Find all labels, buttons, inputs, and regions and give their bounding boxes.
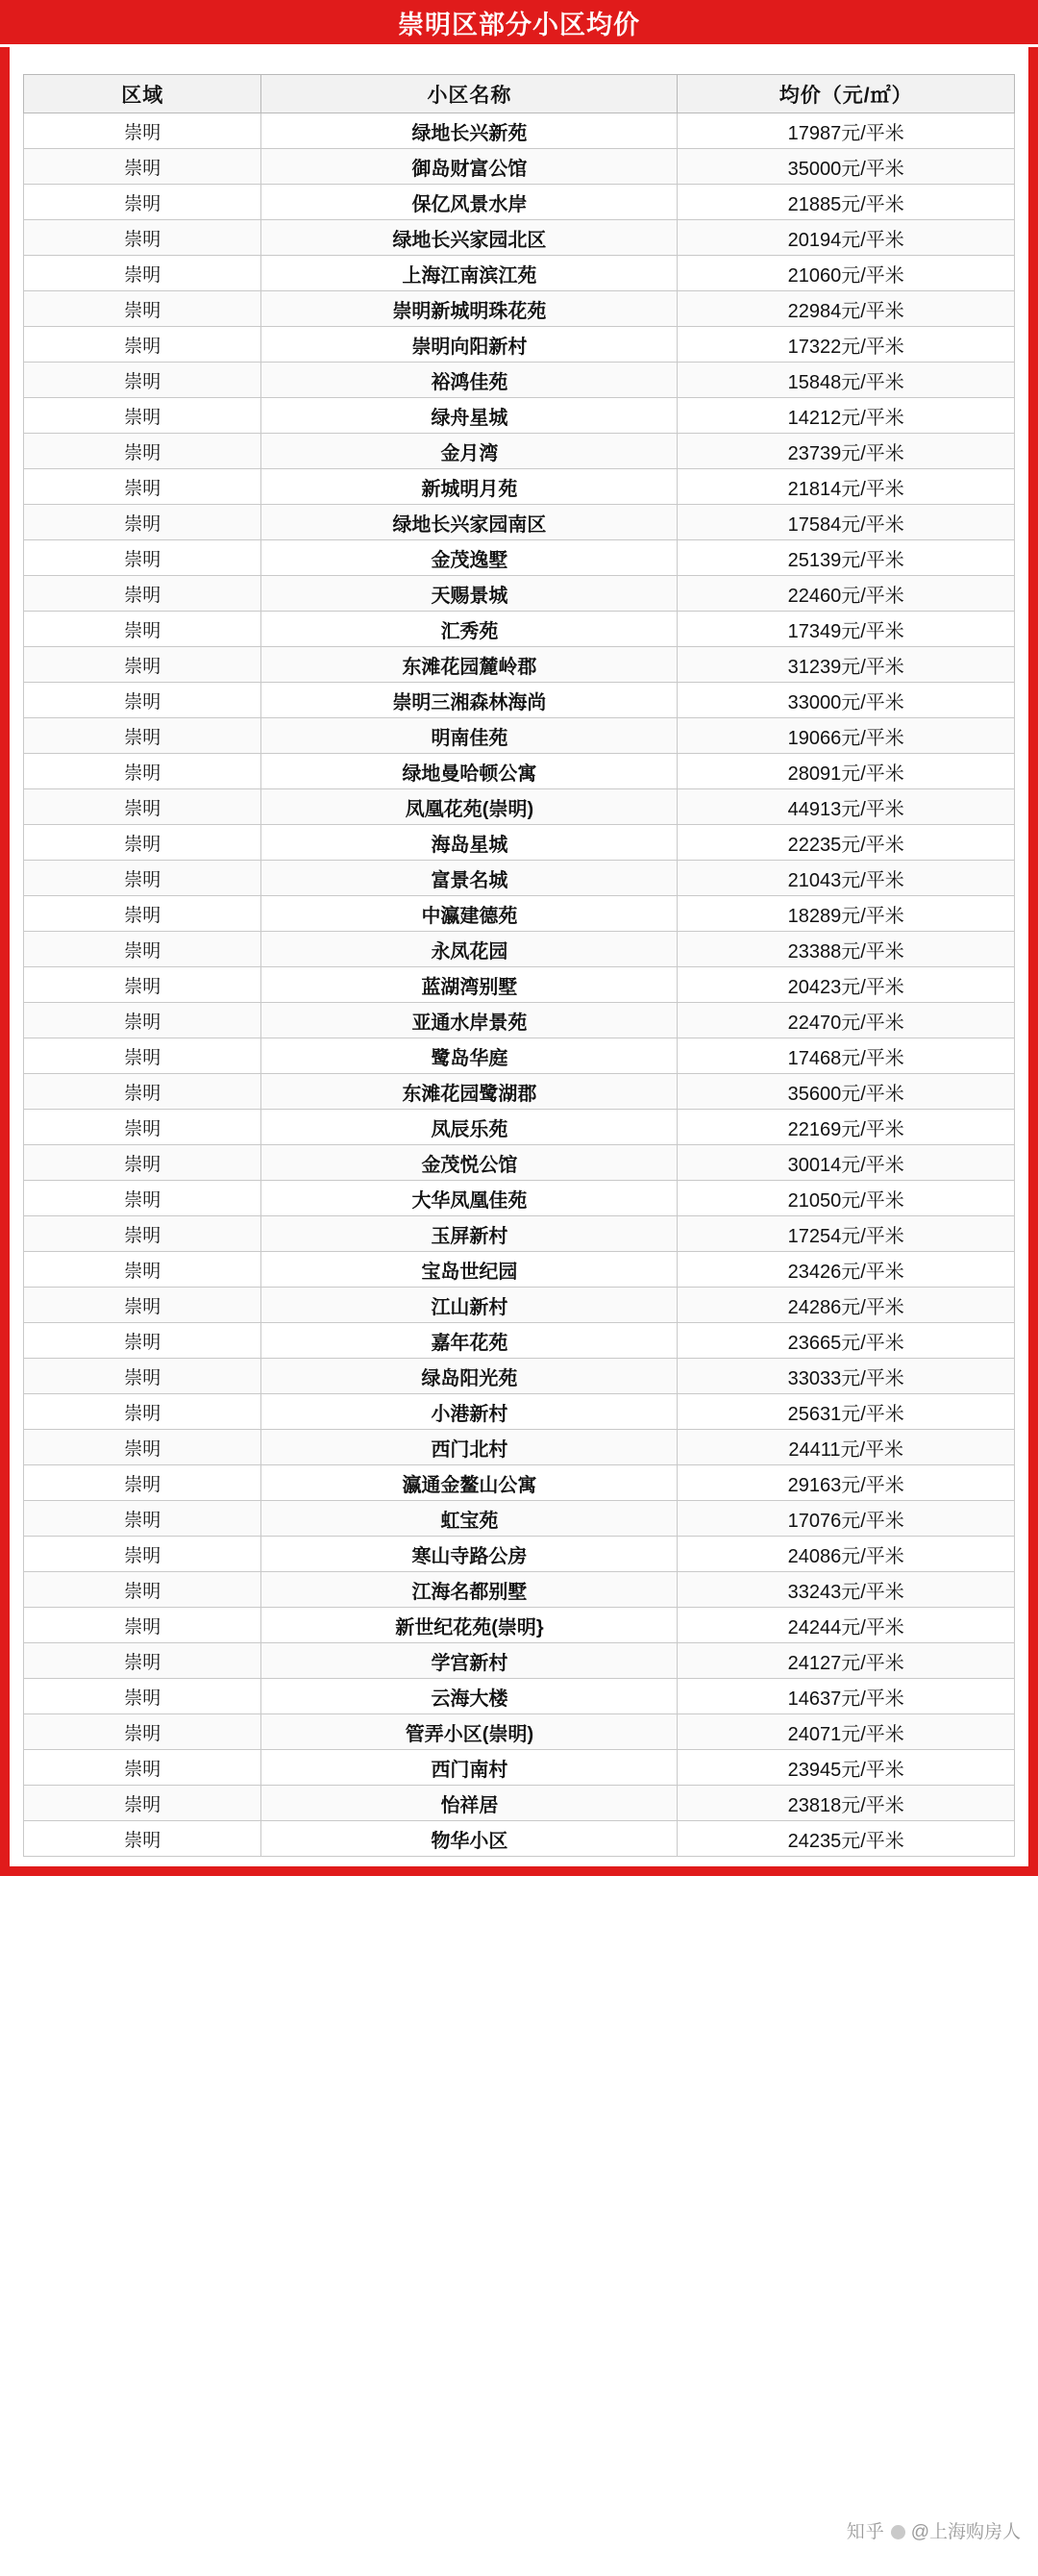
cell-region: 崇明 [24, 1608, 261, 1643]
cell-region: 崇明 [24, 932, 261, 967]
table-row [24, 1465, 1015, 1501]
cell-community-name: 中瀛建德苑 [261, 896, 678, 932]
cell-average-price: 14212元/平米 [678, 398, 1015, 434]
banner-spacer [0, 47, 1038, 74]
cell-region: 崇明 [24, 1465, 261, 1501]
cell-average-price: 25139元/平米 [678, 540, 1015, 576]
cell-community-name: 新城明月苑 [261, 469, 678, 505]
cell-community-name: 嘉年花苑 [261, 1323, 678, 1359]
cell-region: 崇明 [24, 1252, 261, 1288]
cell-average-price: 17468元/平米 [678, 1038, 1015, 1074]
cell-community-name: 绿地长兴新苑 [261, 113, 678, 149]
cell-region: 崇明 [24, 1643, 261, 1679]
cell-region: 崇明 [24, 1572, 261, 1608]
cell-community-name: 宝岛世纪园 [261, 1252, 678, 1288]
table-row [24, 1145, 1015, 1181]
table-row [24, 256, 1015, 291]
column-header-region: 区域 [24, 75, 261, 113]
cell-community-name: 天赐景城 [261, 576, 678, 612]
cell-community-name: 金茂悦公馆 [261, 1145, 678, 1181]
cell-region: 崇明 [24, 612, 261, 647]
table-row [24, 1714, 1015, 1750]
table-row [24, 932, 1015, 967]
cell-region: 崇明 [24, 647, 261, 683]
table-row [24, 1679, 1015, 1714]
cell-average-price: 23665元/平米 [678, 1323, 1015, 1359]
cell-average-price: 21043元/平米 [678, 861, 1015, 896]
table-row [24, 1359, 1015, 1394]
table-row [24, 220, 1015, 256]
cell-region: 崇明 [24, 256, 261, 291]
cell-average-price: 22460元/平米 [678, 576, 1015, 612]
cell-region: 崇明 [24, 434, 261, 469]
cell-community-name: 江海名都别墅 [261, 1572, 678, 1608]
watermark-author: @上海购房人 [910, 2522, 1021, 2542]
cell-community-name: 亚通水岸景苑 [261, 1003, 678, 1038]
cell-average-price: 17322元/平米 [678, 327, 1015, 363]
cell-average-price: 24411元/平米 [678, 1430, 1015, 1465]
cell-community-name: 东滩花园麓岭郡 [261, 647, 678, 683]
cell-region: 崇明 [24, 1537, 261, 1572]
cell-average-price: 23818元/平米 [678, 1786, 1015, 1821]
cell-average-price: 24244元/平米 [678, 1608, 1015, 1643]
table-row [24, 1750, 1015, 1786]
cell-region: 崇明 [24, 469, 261, 505]
cell-community-name: 云海大楼 [261, 1679, 678, 1714]
cell-average-price: 19066元/平米 [678, 718, 1015, 754]
table-row [24, 1181, 1015, 1216]
cell-community-name: 东滩花园鹭湖郡 [261, 1074, 678, 1110]
cell-average-price: 44913元/平米 [678, 789, 1015, 825]
cell-region: 崇明 [24, 1714, 261, 1750]
cell-community-name: 金茂逸墅 [261, 540, 678, 576]
table-row [24, 789, 1015, 825]
cell-region: 崇明 [24, 1110, 261, 1145]
cell-community-name: 凤辰乐苑 [261, 1110, 678, 1145]
cell-region: 崇明 [24, 789, 261, 825]
cell-community-name: 明南佳苑 [261, 718, 678, 754]
cell-community-name: 崇明三湘森林海尚 [261, 683, 678, 718]
cell-region: 崇明 [24, 754, 261, 789]
table-header-row [24, 75, 1015, 113]
cell-region: 崇明 [24, 1679, 261, 1714]
table-row [24, 1003, 1015, 1038]
cell-region: 崇明 [24, 1074, 261, 1110]
cell-community-name: 蓝湖湾别墅 [261, 967, 678, 1003]
table-row [24, 434, 1015, 469]
cell-average-price: 22169元/平米 [678, 1110, 1015, 1145]
cell-region: 崇明 [24, 1394, 261, 1430]
cell-community-name: 上海江南滨江苑 [261, 256, 678, 291]
table-row [24, 1572, 1015, 1608]
cell-region: 崇明 [24, 1430, 261, 1465]
cell-community-name: 绿地长兴家园北区 [261, 220, 678, 256]
table-header [24, 75, 1015, 113]
table-row [24, 505, 1015, 540]
cell-average-price: 20194元/平米 [678, 220, 1015, 256]
cell-region: 崇明 [24, 1038, 261, 1074]
cell-region: 崇明 [24, 540, 261, 576]
cell-community-name: 鹭岛华庭 [261, 1038, 678, 1074]
cell-community-name: 玉屏新村 [261, 1216, 678, 1252]
cell-region: 崇明 [24, 220, 261, 256]
table-row [24, 612, 1015, 647]
cell-community-name: 保亿风景水岸 [261, 185, 678, 220]
cell-region: 崇明 [24, 1359, 261, 1394]
cell-community-name: 裕鸿佳苑 [261, 363, 678, 398]
table-row [24, 967, 1015, 1003]
cell-region: 崇明 [24, 825, 261, 861]
table-row [24, 1074, 1015, 1110]
page-title: 崇明区部分小区均价 [0, 0, 1038, 44]
cell-region: 崇明 [24, 505, 261, 540]
cell-community-name: 绿地长兴家园南区 [261, 505, 678, 540]
cell-community-name: 凤凰花苑(崇明) [261, 789, 678, 825]
cell-average-price: 17076元/平米 [678, 1501, 1015, 1537]
cell-community-name: 新世纪花苑(崇明} [261, 1608, 678, 1643]
table-row [24, 540, 1015, 576]
table-row [24, 1323, 1015, 1359]
cell-average-price: 24235元/平米 [678, 1821, 1015, 1857]
cell-average-price: 17584元/平米 [678, 505, 1015, 540]
cell-average-price: 24286元/平米 [678, 1288, 1015, 1323]
table-row [24, 896, 1015, 932]
table-row [24, 1288, 1015, 1323]
table-row [24, 1501, 1015, 1537]
cell-region: 崇明 [24, 327, 261, 363]
cell-community-name: 海岛星城 [261, 825, 678, 861]
cell-average-price: 21050元/平米 [678, 1181, 1015, 1216]
table-row [24, 1786, 1015, 1821]
cell-community-name: 管弄小区(崇明) [261, 1714, 678, 1750]
cell-average-price: 33033元/平米 [678, 1359, 1015, 1394]
cell-average-price: 15848元/平米 [678, 363, 1015, 398]
cell-average-price: 23426元/平米 [678, 1252, 1015, 1288]
cell-community-name: 学宫新村 [261, 1643, 678, 1679]
cell-region: 崇明 [24, 1501, 261, 1537]
cell-region: 崇明 [24, 1003, 261, 1038]
cell-average-price: 25631元/平米 [678, 1394, 1015, 1430]
price-table [23, 74, 1015, 1857]
cell-average-price: 23739元/平米 [678, 434, 1015, 469]
column-header-price: 均价（元/㎡） [678, 75, 1015, 113]
cell-community-name: 怡祥居 [261, 1786, 678, 1821]
cell-average-price: 24127元/平米 [678, 1643, 1015, 1679]
cell-average-price: 23388元/平米 [678, 932, 1015, 967]
cell-average-price: 35000元/平米 [678, 149, 1015, 185]
cell-community-name: 绿岛阳光苑 [261, 1359, 678, 1394]
cell-community-name: 小港新村 [261, 1394, 678, 1430]
table-body [24, 113, 1015, 1857]
cell-community-name: 西门北村 [261, 1430, 678, 1465]
table-row [24, 398, 1015, 434]
cell-community-name: 绿地曼哈顿公寓 [261, 754, 678, 789]
table-row [24, 113, 1015, 149]
cell-region: 崇明 [24, 185, 261, 220]
cell-region: 崇明 [24, 1216, 261, 1252]
table-row [24, 1608, 1015, 1643]
cell-average-price: 14637元/平米 [678, 1679, 1015, 1714]
cell-average-price: 24071元/平米 [678, 1714, 1015, 1750]
cell-community-name: 崇明新城明珠花苑 [261, 291, 678, 327]
cell-average-price: 17349元/平米 [678, 612, 1015, 647]
table-row [24, 754, 1015, 789]
table-row [24, 1643, 1015, 1679]
cell-community-name: 江山新村 [261, 1288, 678, 1323]
cell-region: 崇明 [24, 113, 261, 149]
cell-average-price: 17987元/平米 [678, 113, 1015, 149]
table-row [24, 576, 1015, 612]
cell-region: 崇明 [24, 1750, 261, 1786]
cell-region: 崇明 [24, 1181, 261, 1216]
cell-average-price: 18289元/平米 [678, 896, 1015, 932]
cell-average-price: 22984元/平米 [678, 291, 1015, 327]
cell-community-name: 永凤花园 [261, 932, 678, 967]
table-row [24, 825, 1015, 861]
table-row [24, 1430, 1015, 1465]
cell-community-name: 崇明向阳新村 [261, 327, 678, 363]
cell-community-name: 虹宝苑 [261, 1501, 678, 1537]
cell-average-price: 21814元/平米 [678, 469, 1015, 505]
cell-average-price: 33000元/平米 [678, 683, 1015, 718]
table-row [24, 291, 1015, 327]
cell-average-price: 23945元/平米 [678, 1750, 1015, 1786]
watermark [847, 2517, 1021, 2543]
table-row [24, 1252, 1015, 1288]
cell-region: 崇明 [24, 861, 261, 896]
cell-average-price: 20423元/平米 [678, 967, 1015, 1003]
table-row [24, 1038, 1015, 1074]
cell-region: 崇明 [24, 1323, 261, 1359]
table-row [24, 1394, 1015, 1430]
table-row [24, 1110, 1015, 1145]
cell-community-name: 西门南村 [261, 1750, 678, 1786]
cell-average-price: 17254元/平米 [678, 1216, 1015, 1252]
cell-region: 崇明 [24, 683, 261, 718]
table-row [24, 469, 1015, 505]
cell-average-price: 31239元/平米 [678, 647, 1015, 683]
table-row [24, 861, 1015, 896]
cell-community-name: 富景名城 [261, 861, 678, 896]
cell-region: 崇明 [24, 1145, 261, 1181]
table-row [24, 1537, 1015, 1572]
cell-average-price: 22470元/平米 [678, 1003, 1015, 1038]
table-container [0, 74, 1038, 1876]
cell-region: 崇明 [24, 1786, 261, 1821]
table-row [24, 327, 1015, 363]
cell-average-price: 22235元/平米 [678, 825, 1015, 861]
zhihu-logo: 知乎 [846, 2522, 885, 2542]
cell-community-name: 物华小区 [261, 1821, 678, 1857]
cell-region: 崇明 [24, 1821, 261, 1857]
title-banner-wrapper [0, 0, 1038, 47]
table-row [24, 1821, 1015, 1857]
cell-region: 崇明 [24, 1288, 261, 1323]
table-row [24, 1216, 1015, 1252]
cell-community-name: 绿舟星城 [261, 398, 678, 434]
cell-community-name: 御岛财富公馆 [261, 149, 678, 185]
cell-community-name: 寒山寺路公房 [261, 1537, 678, 1572]
cell-region: 崇明 [24, 363, 261, 398]
table-row [24, 683, 1015, 718]
cell-average-price: 21885元/平米 [678, 185, 1015, 220]
cell-community-name: 瀛通金鳌山公寓 [261, 1465, 678, 1501]
cell-region: 崇明 [24, 576, 261, 612]
cell-region: 崇明 [24, 718, 261, 754]
cell-community-name: 汇秀苑 [261, 612, 678, 647]
cell-region: 崇明 [24, 291, 261, 327]
table-row [24, 185, 1015, 220]
cell-region: 崇明 [24, 896, 261, 932]
table-row [24, 363, 1015, 398]
cell-community-name: 金月湾 [261, 434, 678, 469]
table-row [24, 718, 1015, 754]
cell-average-price: 30014元/平米 [678, 1145, 1015, 1181]
cell-average-price: 29163元/平米 [678, 1465, 1015, 1501]
avatar [891, 2525, 905, 2539]
cell-average-price: 28091元/平米 [678, 754, 1015, 789]
cell-average-price: 35600元/平米 [678, 1074, 1015, 1110]
cell-region: 崇明 [24, 398, 261, 434]
cell-community-name: 大华凤凰佳苑 [261, 1181, 678, 1216]
cell-average-price: 33243元/平米 [678, 1572, 1015, 1608]
cell-region: 崇明 [24, 967, 261, 1003]
table-row [24, 149, 1015, 185]
cell-average-price: 24086元/平米 [678, 1537, 1015, 1572]
column-header-community: 小区名称 [261, 75, 678, 113]
cell-average-price: 21060元/平米 [678, 256, 1015, 291]
cell-region: 崇明 [24, 149, 261, 185]
table-row [24, 647, 1015, 683]
